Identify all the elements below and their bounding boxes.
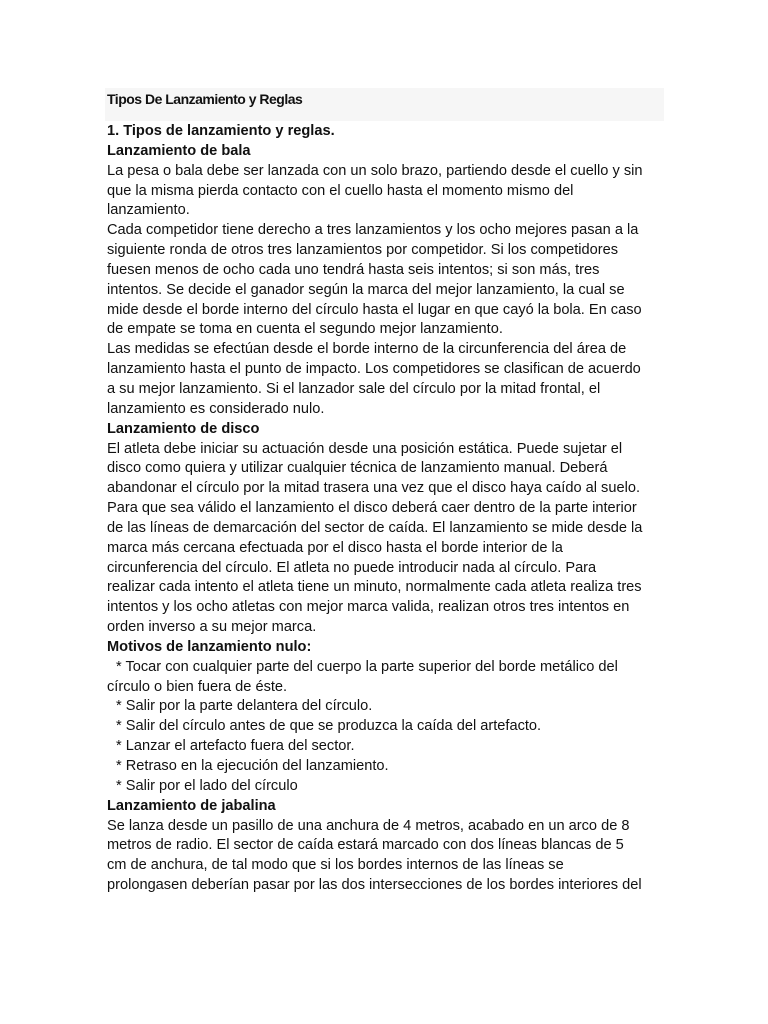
- bullet-line: * Retraso en la ejecución del lanzamiento.: [116, 758, 389, 774]
- bullet-line: * Lanzar el artefacto fuera del sector.: [116, 738, 355, 755]
- text-line: Las medidas se efectúan desde el borde interno de la circunferencia del área de: [107, 341, 627, 358]
- text-line: mide desde el borde interno del círculo hasta el lugar en que cayó la bola. En caso: [107, 301, 642, 318]
- section-heading: Lanzamiento de disco: [107, 420, 260, 437]
- document-body: [107, 122, 667, 896]
- section-heading: Lanzamiento de bala: [107, 142, 251, 159]
- text-line: Se lanza desde un pasillo de una anchura de 4 metros, acabado en un arco de 8: [107, 817, 630, 834]
- bullet-line: * Salir por el lado del círculo: [116, 777, 298, 794]
- bullet-line: * Salir del círculo antes de que se produzca la caída del artefacto.: [116, 718, 542, 735]
- text-line: siguiente ronda de otros tres lanzamientos por competidor. Si los competidores: [107, 242, 619, 259]
- text-line: Para que sea válido el lanzamiento el disco deberá caer dentro de la parte interior: [107, 500, 637, 517]
- text-line: La pesa o bala debe ser lanzada con un solo brazo, partiendo desde el cuello y sin: [107, 162, 643, 179]
- text-line: intentos. Se decide el ganador según la marca del mejor lanzamiento, la cual se: [107, 281, 625, 298]
- text-line: lanzamiento es considerado nulo.: [107, 400, 325, 417]
- text-line: lanzamiento hasta el punto de impacto. Los competidores se clasifican de acuerdo: [107, 361, 641, 378]
- document-title-bar: [105, 88, 664, 121]
- section-heading: Motivos de lanzamiento nulo:: [107, 638, 312, 655]
- text-line: Cada competidor tiene derecho a tres lanzamientos y los ocho mejores pasan a la: [107, 222, 639, 239]
- text-line: intentos y los ocho atletas con mejor marca valida, realizan otros tres intentos en: [107, 599, 630, 616]
- text-line: a su mejor lanzamiento. Si el lanzador sale del círculo por la mitad frontal, el: [107, 380, 601, 397]
- text-line: marca más cercana efectuada por el disco hasta el borde interior de la: [107, 539, 563, 556]
- text-line: de las líneas de demarcación del sector de caída. El lanzamiento se mide desde la: [107, 519, 643, 536]
- text-line: realizar cada intento el atleta tiene un minuto, normalmente cada atleta realiza tres: [107, 579, 642, 596]
- text-line: círculo o bien fuera de éste.: [107, 678, 288, 695]
- text-line: de empate se toma en cuenta el segundo mejor lanzamiento.: [107, 321, 503, 338]
- text-line: disco como quiera y utilizar cualquier técnica de lanzamiento manual. Deberá: [107, 460, 608, 477]
- text-line: cm de anchura, de tal modo que si los bordes internos de las líneas se: [107, 857, 564, 874]
- text-line: abandonar el círculo por la mitad trasera una vez que el disco haya caído al suelo.: [107, 480, 640, 497]
- bullet-line: * Salir por la parte delantera del círculo.: [116, 698, 373, 715]
- text-line: lanzamiento.: [107, 202, 190, 219]
- section-heading: 1. Tipos de lanzamiento y reglas.: [107, 123, 335, 139]
- section-heading: Lanzamiento de jabalina: [107, 797, 276, 814]
- text-line: prolongasen deberían pasar por las dos intersecciones de los bordes interiores del: [107, 877, 642, 894]
- text-line: fuesen menos de ocho cada uno tendrá hasta seis intentos; si son más, tres: [107, 261, 600, 278]
- text-line: El atleta debe iniciar su actuación desde una posición estática. Puede sujetar el: [107, 440, 623, 457]
- text-line: orden inverso a su mejor marca.: [107, 619, 317, 636]
- text-line: circunferencia del círculo. El atleta no puede introducir nada al círculo. Para: [107, 559, 597, 576]
- document-title: Tipos De Lanzamiento y Reglas: [107, 91, 303, 107]
- text-line: metros de radio. El sector de caída estará marcado con dos líneas blancas de 5: [107, 837, 624, 854]
- text-line: que la misma pierda contacto con el cuello hasta el momento mismo del: [107, 182, 574, 199]
- bullet-line: * Tocar con cualquier parte del cuerpo la parte superior del borde metálico del: [116, 658, 618, 675]
